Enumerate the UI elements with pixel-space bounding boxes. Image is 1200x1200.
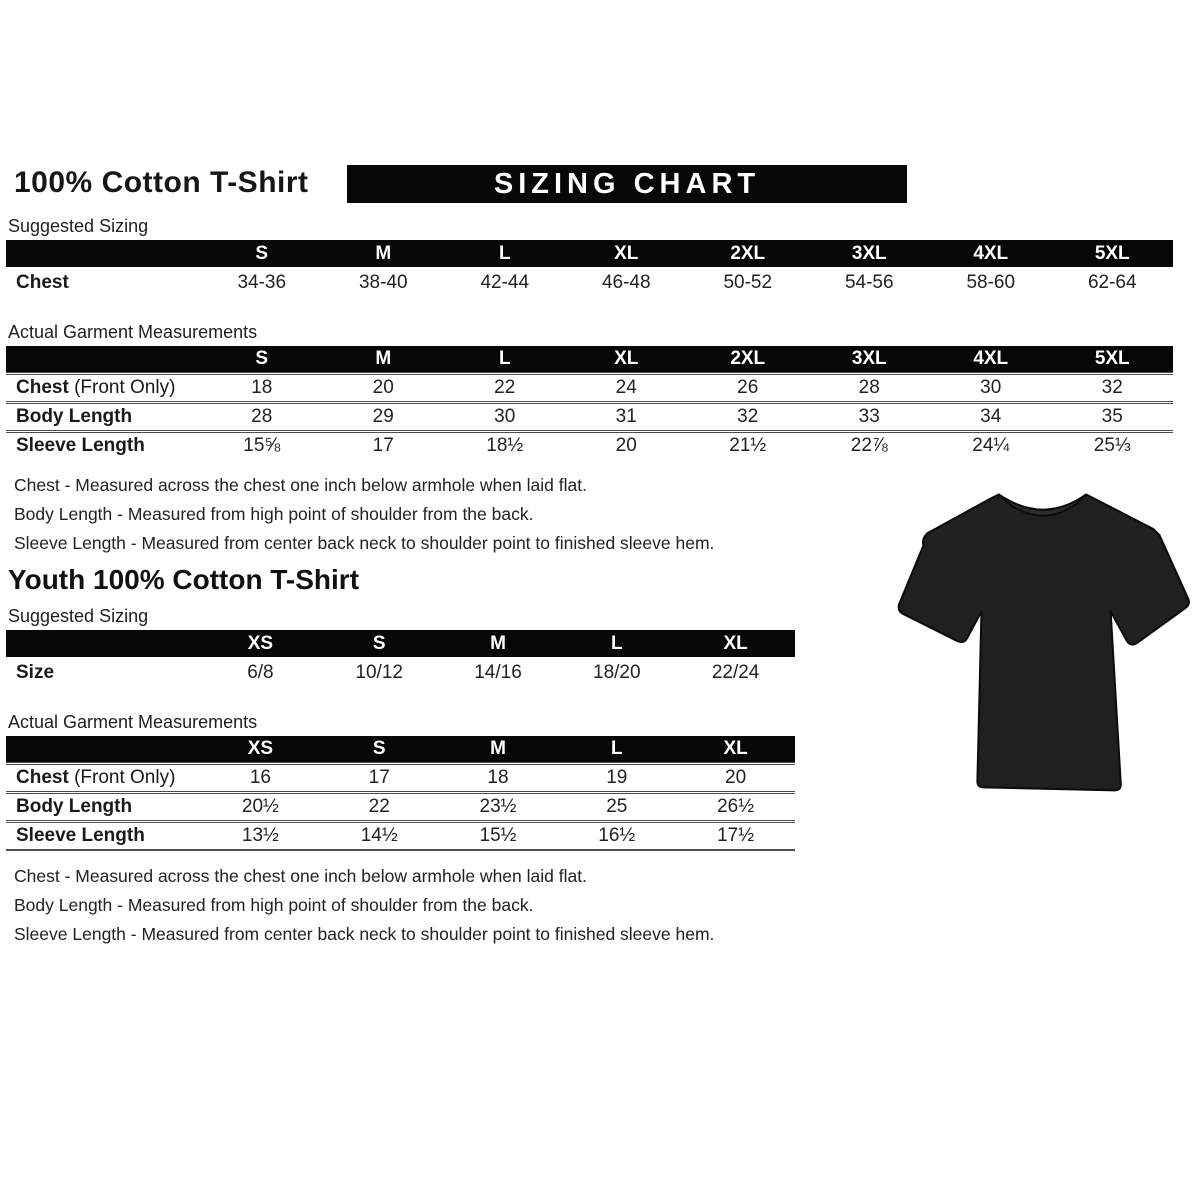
- table-cell: 33: [809, 402, 931, 431]
- table-cell: 34: [930, 402, 1052, 431]
- table-cell: 21½: [687, 431, 809, 460]
- table-cell: 22⅞: [809, 431, 931, 460]
- column-header: M: [323, 240, 445, 267]
- table-cell: 30: [444, 402, 566, 431]
- table-cell: 16½: [557, 821, 676, 850]
- table-cell: 20: [676, 763, 795, 792]
- page-header: [6, 164, 1200, 206]
- table-header-row: [6, 240, 1173, 267]
- table-cell: 58-60: [966, 271, 1016, 293]
- row-label: Body Length: [6, 402, 201, 431]
- table-row: [6, 431, 1173, 460]
- table-cell: 29: [323, 402, 445, 431]
- table-cell: 24¼: [930, 431, 1052, 460]
- table-cell: 20½: [201, 792, 320, 821]
- column-header: M: [439, 630, 558, 657]
- table-cell: 28: [809, 373, 931, 402]
- column-header: 5XL: [1052, 240, 1174, 267]
- column-header: S: [201, 240, 323, 267]
- table-cell: 17: [320, 763, 439, 792]
- tshirt-graphic: [893, 478, 1193, 814]
- column-header: M: [439, 736, 558, 763]
- youth-suggested-sizing-label: Suggested Sizing: [8, 606, 149, 626]
- header-spacer: [6, 240, 201, 267]
- table-cell: 18½: [444, 431, 566, 460]
- youth-suggested-sizing-table: [6, 630, 795, 688]
- column-header: 5XL: [1052, 346, 1174, 373]
- column-header: XL: [566, 346, 688, 373]
- table-row: [6, 373, 1173, 402]
- table-cell: 17½: [676, 821, 795, 850]
- column-header: XS: [201, 736, 320, 763]
- sizing-chart-banner: SIZING CHART: [347, 165, 907, 203]
- table-header-row: [6, 346, 1173, 373]
- column-header: S: [320, 736, 439, 763]
- table-cell: 18/20: [593, 661, 641, 683]
- column-header: XL: [676, 736, 795, 763]
- table-cell: 15½: [439, 821, 558, 850]
- table-cell: 38-40: [358, 271, 408, 293]
- row-label: [6, 763, 201, 792]
- column-header: XL: [676, 630, 795, 657]
- table-header-row: [6, 630, 795, 657]
- table-cell: 14/16: [474, 661, 522, 683]
- header-spacer: [6, 736, 201, 763]
- column-header: 3XL: [809, 240, 931, 267]
- table-cell: 16: [201, 763, 320, 792]
- row-label: Size: [16, 661, 55, 683]
- table-cell: 23½: [439, 792, 558, 821]
- table-cell: 46-48: [601, 271, 651, 293]
- table-cell: 25⅓: [1052, 431, 1174, 460]
- column-header: XL: [566, 240, 688, 267]
- row-label-suffix: (Front Only): [68, 766, 176, 788]
- table-cell: 14½: [320, 821, 439, 850]
- column-header: L: [444, 346, 566, 373]
- table-cell: 50-52: [723, 271, 773, 293]
- column-header: XS: [201, 630, 320, 657]
- table-cell: 26½: [676, 792, 795, 821]
- table-row: [6, 763, 795, 792]
- table-cell: 18: [439, 763, 558, 792]
- note-line: Sleeve Length - Measured from center back neck to shoulder point to finished sleeve hem.: [14, 533, 715, 553]
- note-line: Body Length - Measured from high point of shoulder from the back.: [14, 504, 534, 524]
- table-cell: 17: [323, 431, 445, 460]
- column-header: 3XL: [809, 346, 931, 373]
- table-cell: 35: [1052, 402, 1174, 431]
- youth-measurement-notes: [14, 862, 1200, 949]
- table-cell: 31: [566, 402, 688, 431]
- column-header: 4XL: [930, 240, 1052, 267]
- column-header: 2XL: [687, 346, 809, 373]
- table-row: [6, 402, 1173, 431]
- table-cell: 24: [566, 373, 688, 402]
- row-label: Chest: [16, 271, 69, 293]
- row-label-suffix: (Front Only): [68, 376, 176, 398]
- table-row: [6, 657, 795, 688]
- table-cell: 20: [566, 431, 688, 460]
- page-title: 100% Cotton T-Shirt: [14, 166, 309, 199]
- table-cell: 25: [557, 792, 676, 821]
- table-cell: 26: [687, 373, 809, 402]
- table-cell: 34-36: [237, 271, 287, 293]
- table-cell: 54-56: [844, 271, 894, 293]
- header-spacer: [6, 630, 201, 657]
- table-row: [6, 821, 795, 850]
- column-header: 4XL: [930, 346, 1052, 373]
- table-cell: 22: [444, 373, 566, 402]
- column-header: L: [444, 240, 566, 267]
- adult-suggested-sizing-label: Suggested Sizing: [8, 216, 149, 236]
- table-cell: 15⅝: [201, 431, 323, 460]
- table-cell: 32: [687, 402, 809, 431]
- table-cell: 42-44: [480, 271, 530, 293]
- column-header: 2XL: [687, 240, 809, 267]
- table-cell: 28: [201, 402, 323, 431]
- note-line: Chest - Measured across the chest one inch below armhole when laid flat.: [14, 866, 587, 886]
- tshirt-body: [899, 494, 1189, 790]
- adult-actual-measurements-table: [6, 346, 1173, 460]
- table-cell: 22: [320, 792, 439, 821]
- table-cell: 6/8: [247, 661, 274, 683]
- table-cell: 32: [1052, 373, 1174, 402]
- row-label: Sleeve Length: [6, 431, 201, 460]
- note-line: Sleeve Length - Measured from center back neck to shoulder point to finished sleeve hem.: [14, 924, 715, 944]
- table-row: [6, 267, 1173, 298]
- youth-section-title: Youth 100% Cotton T-Shirt: [8, 564, 360, 595]
- table-cell: 30: [930, 373, 1052, 402]
- table-cell: 62-64: [1087, 271, 1137, 293]
- row-label-text: Chest: [16, 376, 69, 398]
- column-header: S: [201, 346, 323, 373]
- table-cell: 13½: [201, 821, 320, 850]
- table-row: [6, 792, 795, 821]
- row-label: Body Length: [6, 792, 201, 821]
- black-tshirt-image: [893, 478, 1193, 814]
- table-header-row: [6, 736, 795, 763]
- header-spacer: [6, 346, 201, 373]
- column-header: L: [557, 630, 676, 657]
- row-label-text: Chest: [16, 766, 69, 788]
- row-label: [6, 373, 201, 402]
- row-label: Sleeve Length: [6, 821, 201, 850]
- table-cell: 20: [323, 373, 445, 402]
- youth-actual-measurements-table: [6, 736, 795, 851]
- table-cell: 19: [557, 763, 676, 792]
- table-cell: 22/24: [711, 661, 760, 683]
- adult-actual-measurements-label: Actual Garment Measurements: [8, 322, 258, 342]
- column-header: M: [323, 346, 445, 373]
- table-cell: 10/12: [355, 661, 403, 683]
- note-line: Body Length - Measured from high point of shoulder from the back.: [14, 895, 534, 915]
- column-header: L: [557, 736, 676, 763]
- adult-suggested-sizing-table: [6, 240, 1173, 298]
- column-header: S: [320, 630, 439, 657]
- youth-actual-measurements-label: Actual Garment Measurements: [8, 712, 258, 732]
- table-cell: 18: [201, 373, 323, 402]
- note-line: Chest - Measured across the chest one inch below armhole when laid flat.: [14, 475, 587, 495]
